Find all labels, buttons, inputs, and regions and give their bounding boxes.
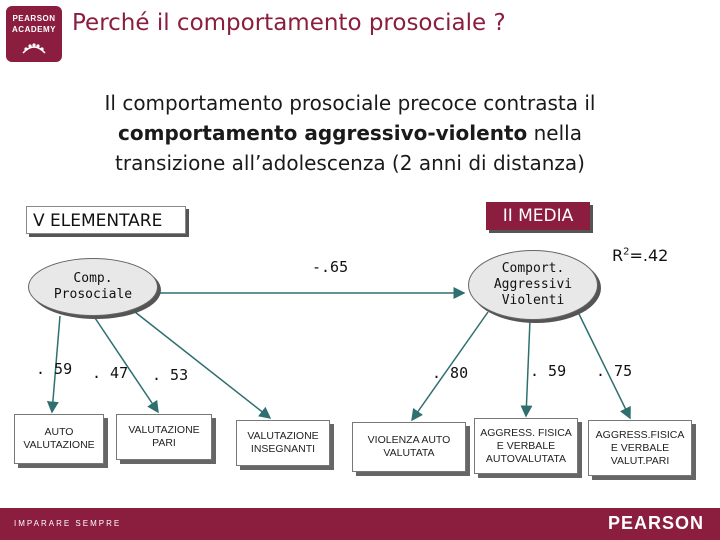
grade-label-right: II MEDIA: [486, 202, 590, 230]
r2-letter: R: [612, 246, 624, 265]
footer-tagline: IMPARARE SEMPRE: [14, 519, 122, 528]
footer-bar: [0, 508, 720, 540]
indicator-pari-line-1: VALUTAZIONE: [128, 424, 200, 436]
construct-prosociale-line-1: Comp.: [73, 271, 113, 286]
indicator-aggress-pari-line-3: VALUT.PARI: [610, 454, 670, 467]
construct-aggressivi-line-1: Comport.: [501, 261, 565, 276]
indicator-insegnanti-line-1: VALUTAZIONE: [247, 430, 319, 442]
loading-aggress-auto: . 59: [530, 362, 567, 380]
indicator-violenza-line-1: VIOLENZA AUTO: [367, 434, 451, 446]
indicator-aggress-auto-line-1: AGGRESS. FISICA: [480, 426, 572, 439]
indicator-autovalutazione: [14, 414, 104, 464]
loading-valutazione-insegnanti: . 53: [152, 366, 189, 384]
arrow-to-valutazione-insegnanti: [135, 312, 270, 418]
indicator-violenza-line-2: VALUTATA: [383, 447, 435, 459]
indicator-pari-line-2: PARI: [152, 437, 176, 449]
indicator-aggress-pari-line-1: AGGRESS.FISICA: [595, 428, 685, 441]
indicator-insegnanti-line-2: INSEGNANTI: [250, 443, 316, 455]
indicator-autovalutazione-line-2: VALUTAZIONE: [23, 439, 95, 451]
subtitle-line-1: Il comportamento prosociale precoce contrasta il: [104, 91, 596, 115]
indicator-valutazione-insegnanti: [236, 420, 330, 466]
indicator-aggress-auto-line-3: AUTOVALUTATA: [485, 452, 567, 465]
subtitle-line-2-end: nella: [527, 121, 582, 145]
subtitle-line-3: transizione all’adolescenza (2 anni di distanza): [115, 151, 585, 175]
loading-aggress-pari: . 75: [596, 362, 633, 380]
subtitle-bold: comportamento aggressivo-violento: [118, 121, 528, 145]
logo-line-2: ACADEMY: [12, 25, 56, 34]
construct-prosociale: [28, 258, 158, 316]
construct-prosociale-line-2: Prosociale: [53, 287, 133, 302]
footer-brand-logo: PEARSON: [607, 513, 704, 533]
slide-title: Perché il comportamento prosociale ?: [72, 10, 506, 36]
indicator-violenza-auto: [352, 422, 466, 472]
loading-valutazione-pari: . 47: [92, 364, 129, 382]
path-coefficient: -.65: [312, 258, 349, 276]
loading-violenza: . 80: [432, 364, 469, 382]
indicator-aggress-autovalutata: [474, 418, 578, 474]
indicator-aggress-pari-line-2: E VERBALE: [610, 441, 670, 454]
construct-aggressivi-violenti: [468, 250, 598, 320]
loading-autovalutazione: . 59: [36, 360, 73, 378]
r2-value: =.42: [629, 246, 669, 265]
logo-line-1: PEARSON: [12, 14, 56, 23]
indicator-aggress-valut-pari: [588, 420, 692, 476]
indicator-aggress-auto-line-2: E VERBALE: [496, 439, 556, 452]
construct-aggressivi-line-3: Violenti: [501, 293, 565, 308]
indicator-valutazione-pari: [116, 414, 212, 460]
construct-aggressivi-line-2: Aggressivi: [493, 277, 573, 292]
grade-label-left: V ELEMENTARE: [26, 206, 186, 234]
indicator-autovalutazione-line-1: AUTO: [44, 426, 74, 438]
r2-sup: 2: [623, 246, 630, 258]
